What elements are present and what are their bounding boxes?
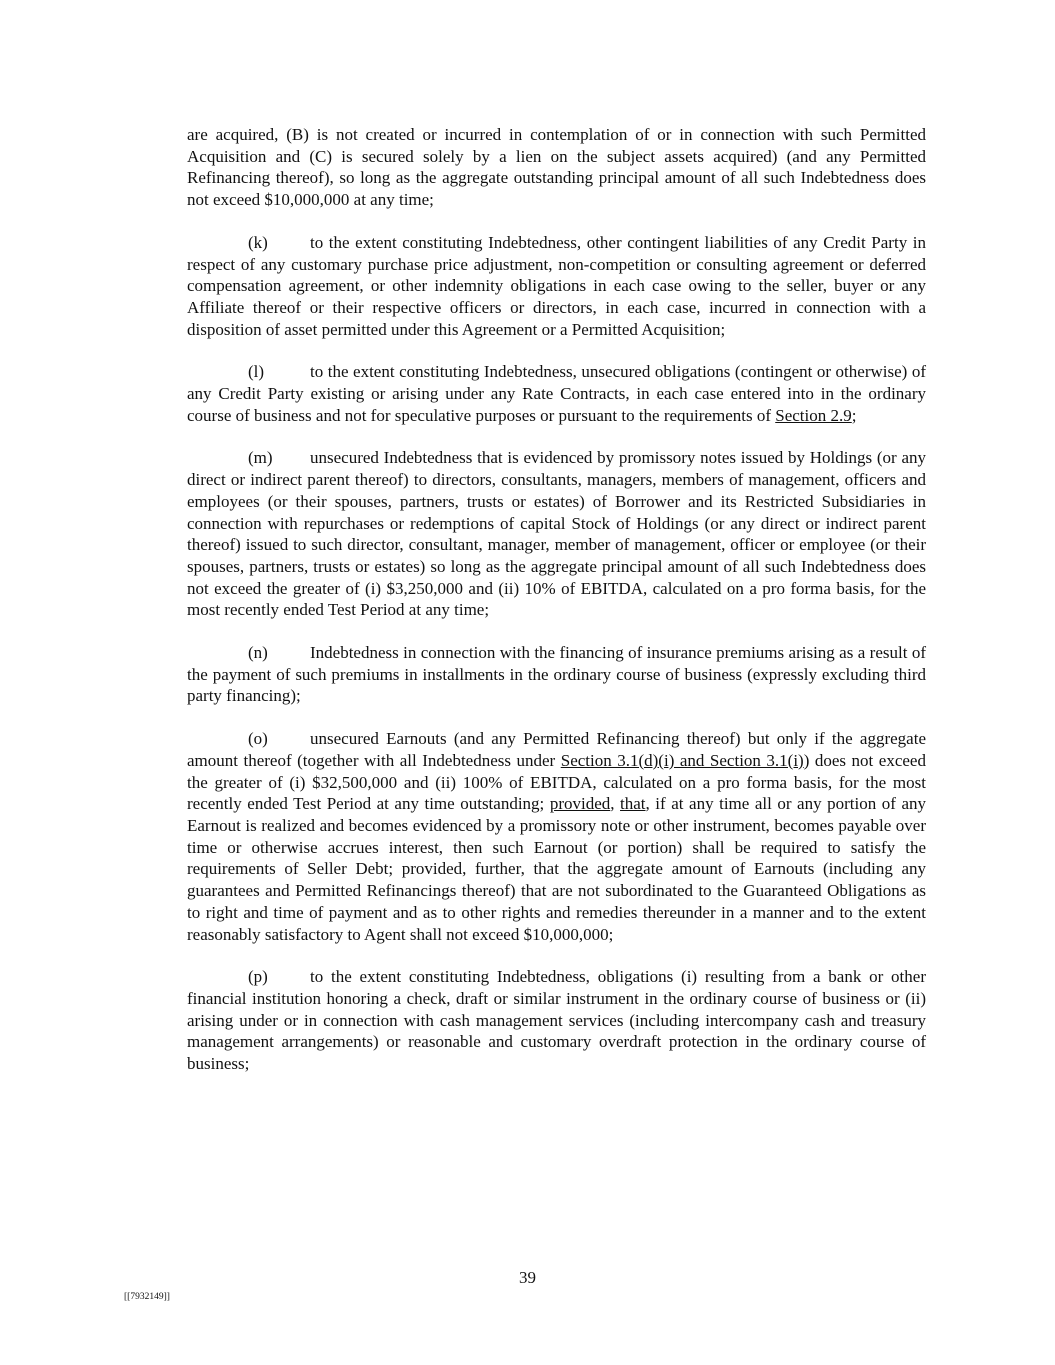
paragraph-m (187, 447, 926, 621)
paragraph-k (187, 232, 926, 341)
provided-term: provided (549, 794, 611, 814)
paragraph-text: to the extent constituting Indebtedness, unsecured obligations (contingent or otherwise) of any Credit Party existing or arising under any Rate Contracts, in each case entered into in the ordinary course of business and not for speculative purposes or pursuant to the requirements of (187, 362, 926, 425)
paragraph-j-continuation (187, 124, 926, 211)
clause-label: (p) (248, 967, 268, 987)
paragraph-text: unsecured Earnouts (and any Permitted Refinancing thereof) but only if the aggregate amount thereof (together with all Indebtedness under (187, 729, 926, 770)
paragraph-text: unsecured Indebtedness that is evidenced by promissory notes issued by Holdings (or any direct or indirect parent thereof) to directors, consultants, managers, members of management, officers and employees (or their spouses, partners, trusts or estates) of Borrower and its Restricted Subsidiaries in connection with repurchases or redemptions of capital Stock of Holdings (or any direct or indirect parent thereof) issued to such director, consultant, manager, member of management, officer or employee (or their spouses, partners, trusts or estates) so long as the aggregate principal amount of all such Indebtedness does not exceed the greater of (i) $3,250,000 and (ii) 10% of EBITDA, calculated on a pro forma basis, for the most recently ended Test Period at any time; (187, 448, 926, 620)
that-term: that (620, 794, 646, 814)
paragraph-p (187, 966, 926, 1075)
section-reference: Section 2.9 (775, 405, 852, 425)
clause-label: (n) (248, 643, 268, 663)
paragraph-text: , (610, 794, 621, 814)
paragraph-l (187, 361, 926, 426)
paragraph-text: , if at any time all or any portion of any Earnout is realized and becomes evidenced by a promissory note or other instrument, becomes payable over time or otherwise accrues interest, then such Earnout (or portion) shall be required to satisfy the requirements of Seller Debt; provided, further, that the aggregate amount of Earnouts (including any guarantees and Permitted Refinancings thereof) that are not subordinated to the Guaranteed Obligations as to right and time of payment and as to other rights and remedies thereunder in a manner and to the extent reasonably satisfactory to Agent shall not exceed $10,000,000; (187, 794, 926, 944)
paragraph-o (187, 728, 926, 945)
paragraph-text: ) does not exceed the greater of (i) $32,500,000 and (ii) 100% of EBITDA, calculated on a pro forma basis, for the most recently ended Test Period at any time outstanding; (187, 750, 926, 814)
clause-label: (l) (248, 362, 265, 382)
section-reference: Section 3.1(d)(i) and Section 3.1(i) (560, 750, 804, 770)
clause-label: (o) (248, 729, 268, 749)
page-number: 39 (519, 1268, 536, 1287)
document-id: [[7932149]] (124, 1292, 170, 1302)
clause-label: (k) (248, 232, 268, 252)
paragraph-text: to the extent constituting Indebtedness, obligations (i) resulting from a bank or other financial institution honoring a check, draft or similar instrument in the ordinary course of business or (ii) arising under or in connection with cash management services (including intercompany cash and treasury management arrangements) or reasonable and customary overdraft protection in the ordinary course of business; (187, 967, 926, 1074)
paragraph-n (187, 642, 926, 707)
clause-label: (m) (248, 448, 273, 468)
paragraph-text: are acquired, (B) is not created or incurred in contemplation of or in connection with such Permitted Acquisition and (C) is secured solely by a lien on the subject assets acquired) (and any Permitted Refinancing thereof), so long as the aggregate outstanding principal amount of all such Indebtedness does not exceed $10,000,000 at any time; (187, 125, 926, 210)
document-body (187, 124, 926, 1096)
paragraph-text: ; (851, 405, 857, 425)
paragraph-text: to the extent constituting Indebtedness, other contingent liabilities of any Credit Party in respect of any customary purchase price adjustment, non-competition or consulting agreement or deferred compensation agreement, or other indemnity obligations in each case owing to the seller, buyer or any Affiliate thereof or their respective officers or directors, in each case, incurred in connection with a disposition of asset permitted under this Agreement or a Permitted Acquisition; (187, 232, 926, 339)
paragraph-text: Indebtedness in connection with the financing of insurance premiums arising as a result of the payment of such premiums in installments in the ordinary course of business (expressly excluding third party financing); (187, 643, 926, 706)
